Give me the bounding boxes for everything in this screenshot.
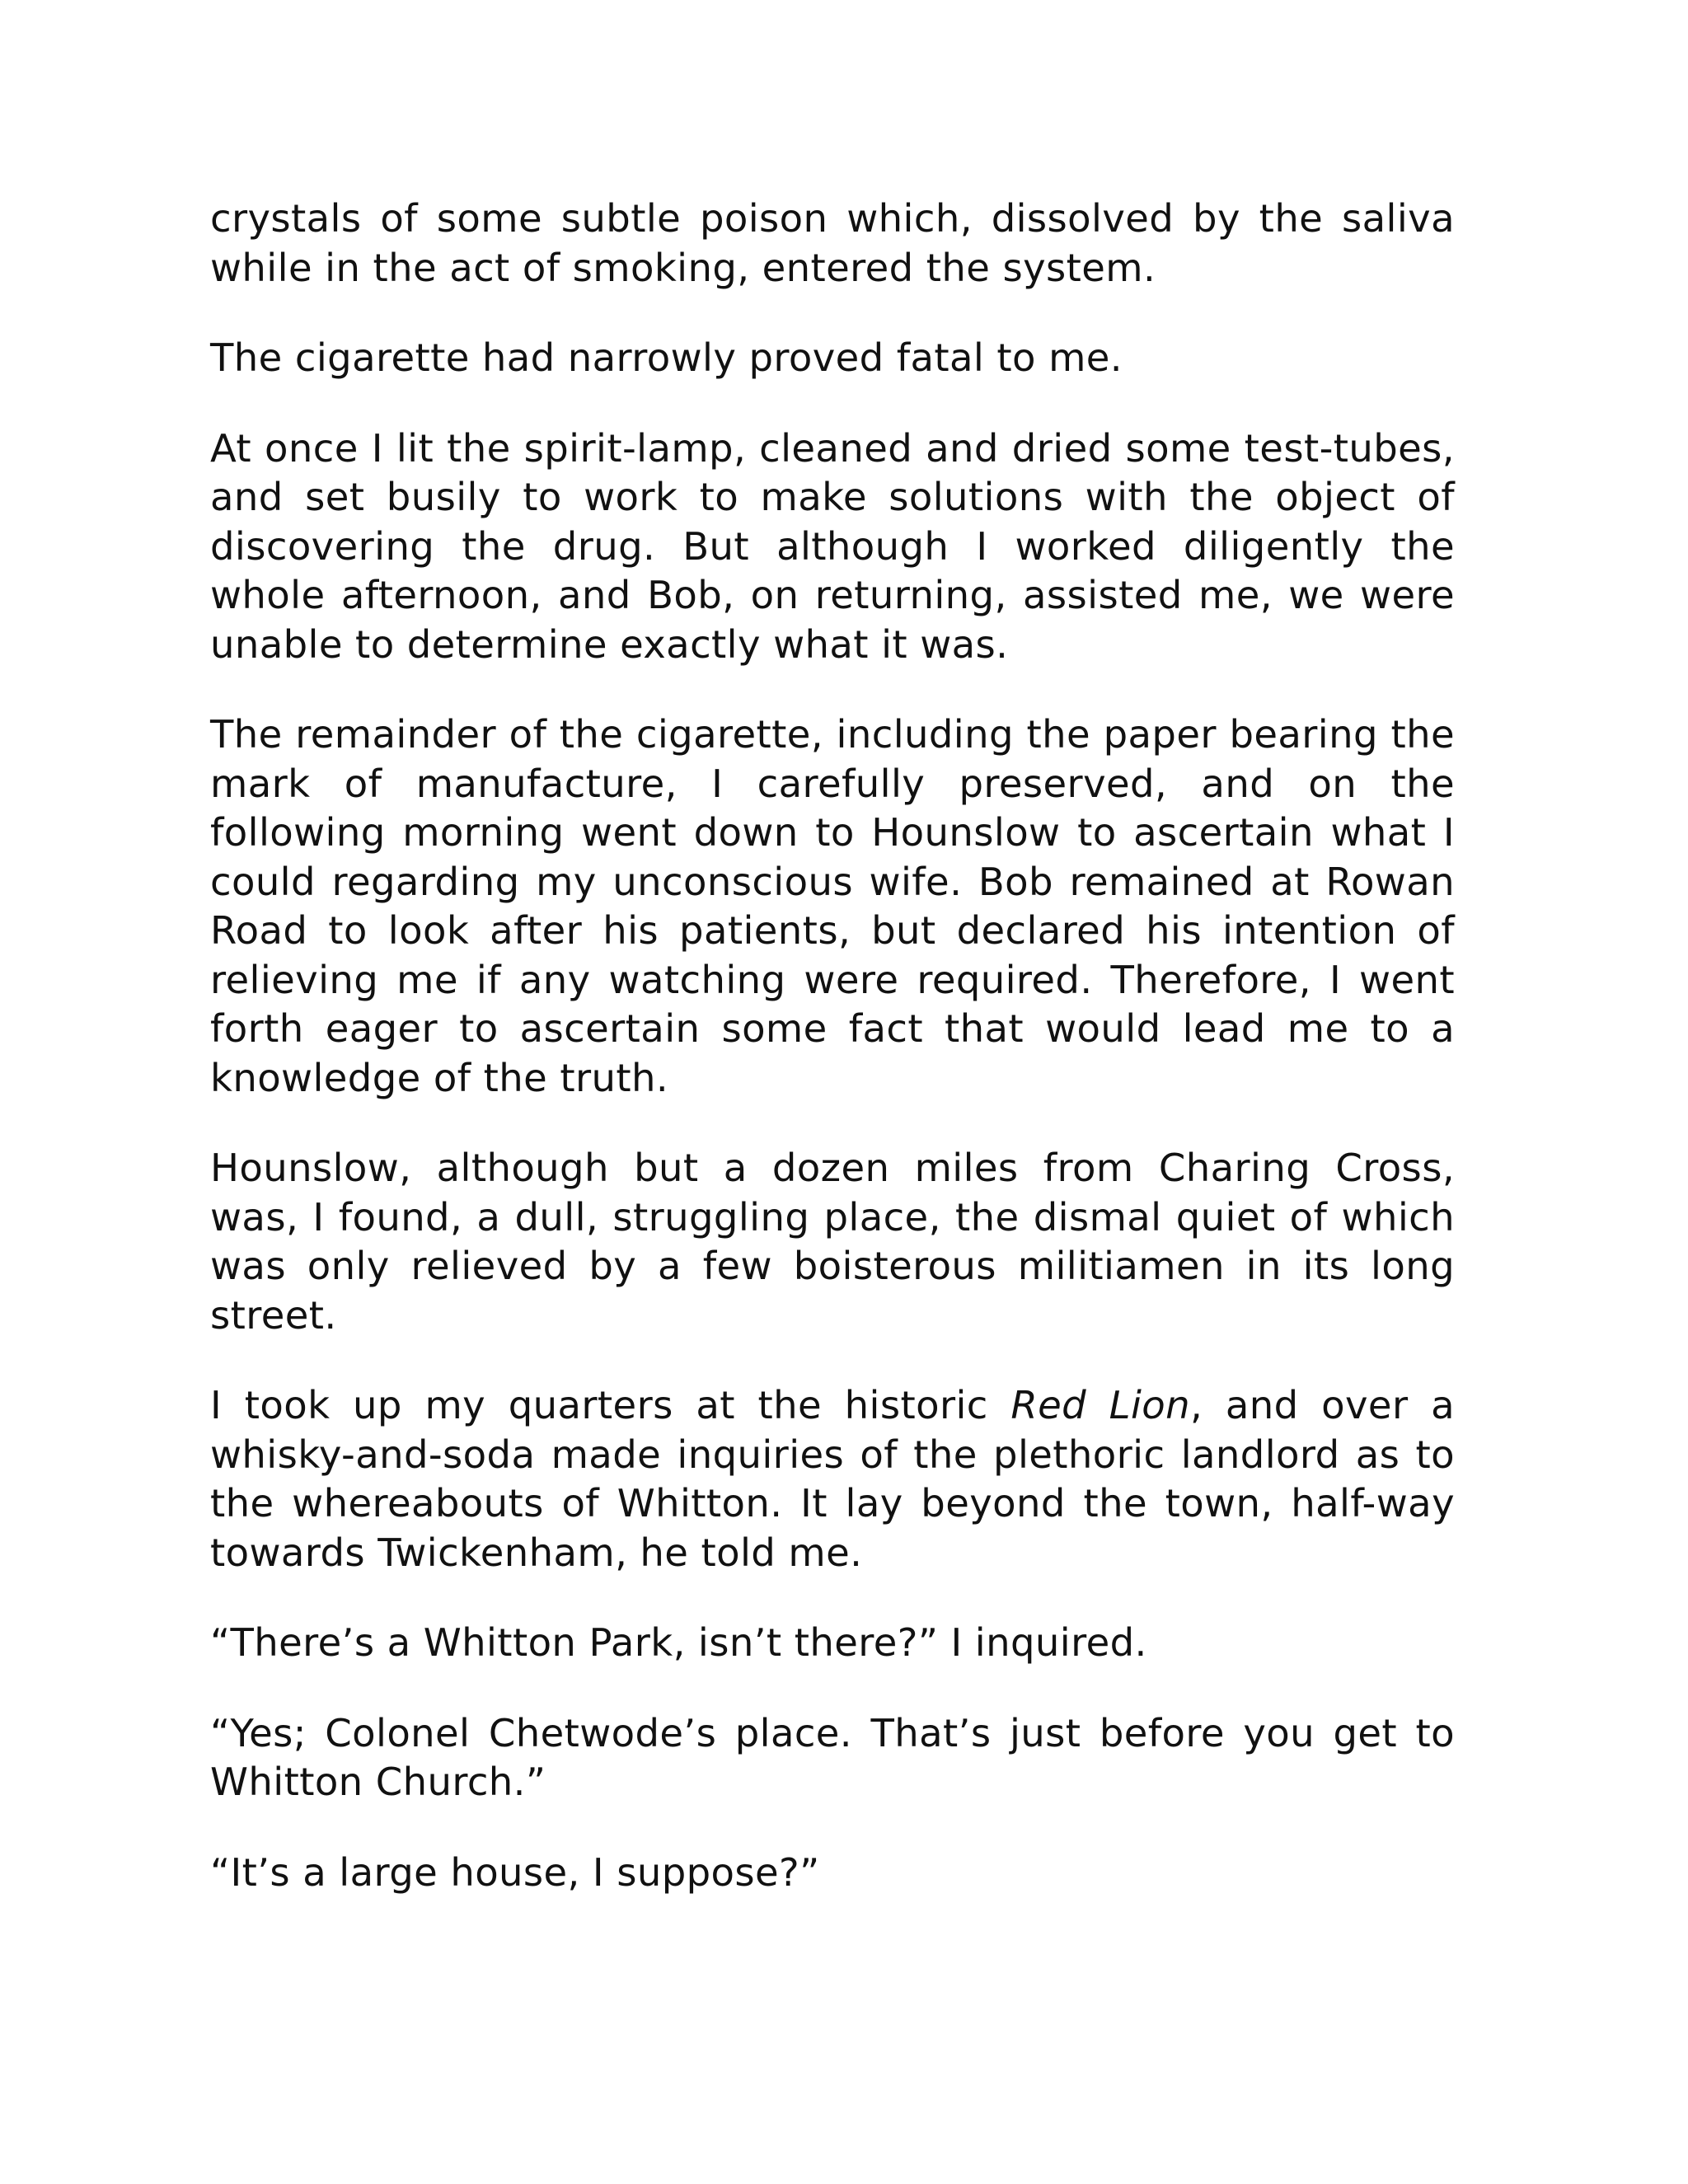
paragraph-9: “It’s a large house, I suppose?” xyxy=(210,1849,820,1895)
paragraph-5: Hounslow, although but a dozen miles from Charing Cross, was, I found, a dull, struggling place, the dismal quiet of which was only relieved by a few boisterous militiamen in its long street. xyxy=(210,1146,1455,1338)
paragraph-3: At once I lit the spirit-lamp, cleaned and dried some test-tubes, and set busily to work to make solutions with the object of discovering the drug. But although I worked diligently the whole afternoon, and Bob, on returning, assisted me, we were unable to determine exactly what it was. xyxy=(210,425,1455,667)
paragraph-6-text-end: , and over a whisky-and-soda made inquiries of the plethoric landlord as to the whereabouts of Whitton. It lay beyond the town, half-way towards Twickenham, he told me. xyxy=(210,1383,1455,1575)
paragraph-4: The remainder of the cigarette, including the paper bearing the mark of manufacture, I carefully preserved, and on the following morning went down to Hounslow to ascertain what I could regarding my unconscious wife. Bob remained at Rowan Road to look after his patients, but declared his intention of relieving me if any watching were required. Therefore, I went forth eager to ascertain some fact that would lead me to a knowledge of the truth. xyxy=(210,712,1455,1100)
inn-name-italic: Red Lion xyxy=(1010,1383,1191,1427)
document-text xyxy=(210,194,1455,1897)
paragraph-7: “There’s a Whitton Park, isn’t there?” I inquired. xyxy=(210,1620,1147,1665)
paragraph-6 xyxy=(210,1381,1455,1577)
paragraph-1: crystals of some subtle poison which, dissolved by the saliva while in the act of smoking, entered the system. xyxy=(210,196,1455,290)
paragraph-2: The cigarette had narrowly proved fatal to me. xyxy=(210,335,1123,380)
paragraph-6-text-start: I took up my quarters at the historic xyxy=(210,1383,1011,1427)
paragraph-8: “Yes; Colonel Chetwode’s place. That’s just before you get to Whitton Church.” xyxy=(210,1710,1455,1804)
